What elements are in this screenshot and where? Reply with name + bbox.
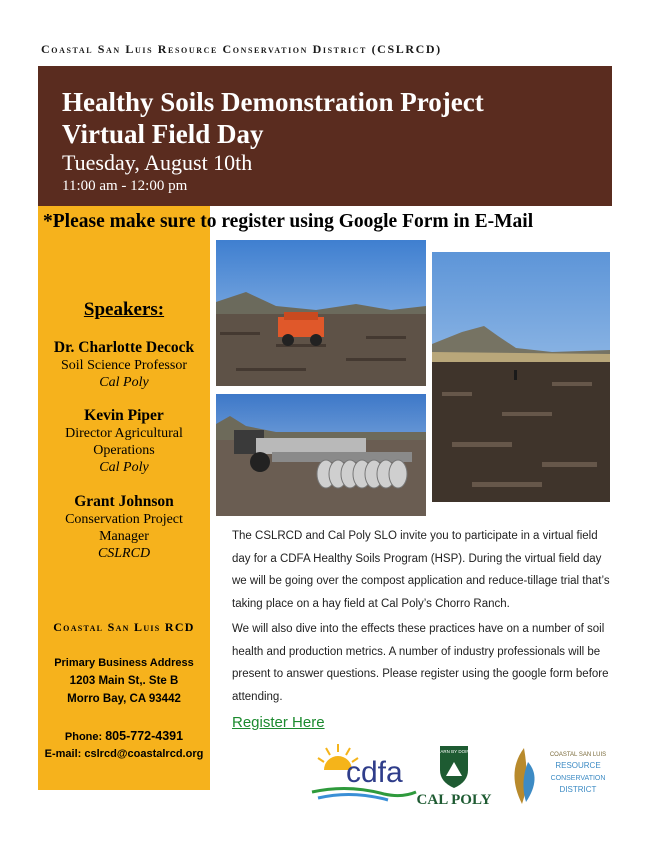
event-title-line2: Virtual Field Day bbox=[62, 119, 264, 149]
speaker-name: Dr. Charlotte Decock bbox=[53, 339, 195, 356]
email-line: E-mail: cslrcd@coastalrcd.org bbox=[44, 748, 204, 760]
speaker-affiliation: Cal Poly bbox=[99, 460, 149, 475]
speaker-affiliation: Cal Poly bbox=[99, 375, 149, 390]
speaker-role: Conservation Project bbox=[65, 512, 183, 527]
speaker-role: Manager bbox=[99, 529, 149, 544]
event-title-line1: Healthy Soils Demonstration Project bbox=[62, 87, 484, 117]
speaker-name: Grant Johnson bbox=[74, 493, 174, 510]
rcd-logo bbox=[508, 742, 614, 808]
address-line1: 1203 Main St,. Ste B bbox=[69, 675, 179, 687]
phone-number: 805-772-4391 bbox=[105, 729, 184, 743]
speaker-2 bbox=[38, 407, 210, 476]
phone-line bbox=[38, 727, 210, 746]
speaker-role: Director Agricultural bbox=[65, 426, 183, 441]
address-label: Primary Business Address bbox=[54, 657, 194, 669]
cdfa-logo bbox=[308, 740, 418, 804]
rcd-line3: CONSERVATION bbox=[550, 775, 606, 782]
details-paragraph: We will also dive into the effects these practices have on a number of soil health and production metrics. A number of industry professionals will be present to answer questions. Please register using the google form before attending. bbox=[232, 623, 609, 703]
speaker-1 bbox=[38, 339, 210, 391]
rcd-line2: RESOURCE bbox=[555, 761, 601, 770]
event-date: Tuesday, August 10th bbox=[62, 150, 253, 175]
contact-org: Coastal San Luis RCD bbox=[53, 620, 195, 634]
speakers-heading: Speakers: bbox=[83, 299, 165, 320]
register-here-link[interactable]: Register Here bbox=[232, 714, 325, 731]
register-notice: *Please make sure to register using Google Form in E-Mail bbox=[43, 211, 534, 232]
phone-label: Phone: bbox=[64, 731, 103, 743]
org-header: Coastal San Luis Resource Conservation District (CSLRCD) bbox=[41, 42, 442, 56]
field-photo-spreader bbox=[216, 240, 426, 386]
speaker-role: Soil Science Professor bbox=[61, 358, 187, 373]
intro-paragraph: The CSLRCD and Cal Poly SLO invite you to participate in a virtual field day for a CDFA Healthy Soils Program (HSP). During the virtual field day we will be going over the compost application and reduce-tillage trial that’s taking place on a hay field at Cal Poly’s Chorro Ranch. bbox=[232, 530, 610, 610]
cal-poly-motto: LEARN BY DOING bbox=[434, 749, 474, 754]
cal-poly-logo bbox=[416, 744, 492, 806]
field-photo-tillage bbox=[216, 394, 426, 516]
cdfa-wordmark: cdfa bbox=[346, 756, 403, 789]
event-time: 11:00 am - 12:00 pm bbox=[62, 178, 188, 194]
rcd-line4: DISTRICT bbox=[559, 785, 597, 794]
speaker-name: Kevin Piper bbox=[84, 407, 164, 424]
address-line2: Morro Bay, CA 93442 bbox=[67, 693, 181, 705]
cal-poly-wordmark: CAL POLY bbox=[416, 792, 492, 806]
rcd-line1: COASTAL SAN LUIS bbox=[549, 752, 607, 758]
speaker-role: Operations bbox=[93, 443, 155, 458]
speaker-affiliation: CSLRCD bbox=[97, 546, 151, 561]
speaker-3 bbox=[38, 493, 210, 562]
field-photo-hill bbox=[432, 252, 610, 502]
